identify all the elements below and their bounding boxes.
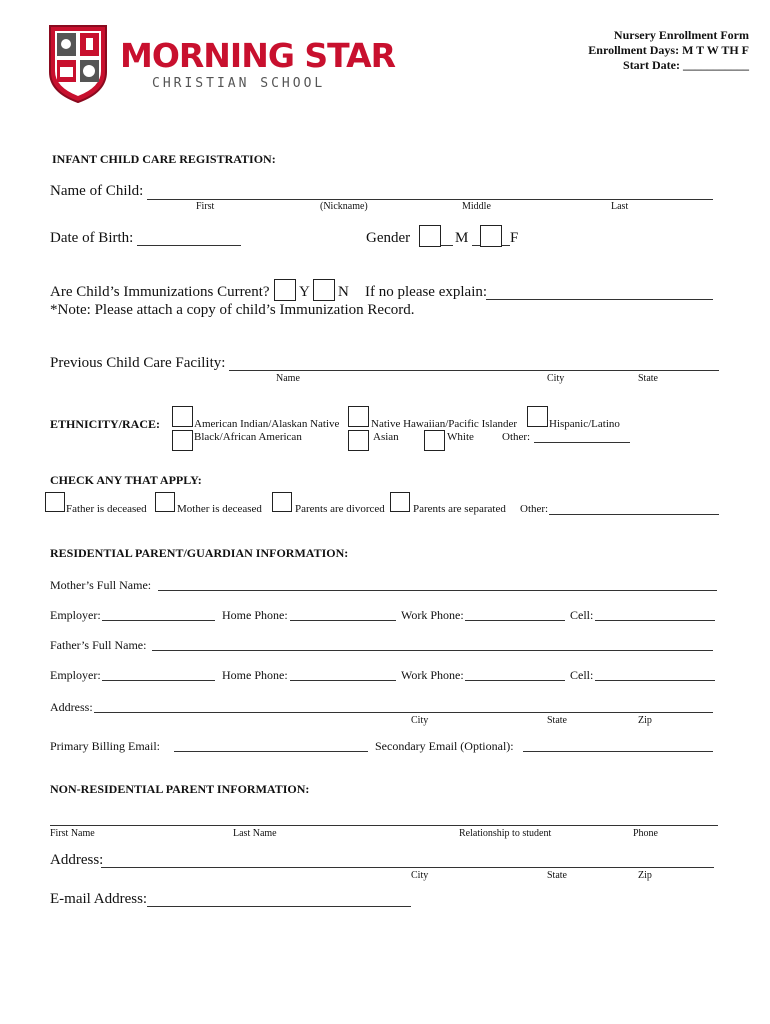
facility-field[interactable]	[229, 370, 719, 371]
mother-cell-label: Cell:	[570, 608, 594, 622]
mother-home-phone-label: Home Phone:	[222, 608, 288, 622]
nonres-email-field[interactable]	[147, 906, 411, 907]
ethnicity-label: ETHNICITY/RACE:	[50, 417, 161, 431]
facility-name-caption: Name	[276, 373, 300, 384]
secondary-email-field[interactable]	[523, 751, 713, 752]
child-middle-caption: Middle	[462, 201, 491, 212]
hispanic-label: Hispanic/Latino	[549, 418, 620, 430]
check-other-field[interactable]	[549, 514, 719, 515]
white-checkbox[interactable]	[424, 430, 445, 451]
hispanic-checkbox[interactable]	[527, 406, 548, 427]
black-label: Black/African American	[194, 431, 302, 443]
facility-state-caption: State	[638, 373, 658, 384]
black-checkbox[interactable]	[172, 430, 193, 451]
residential-heading: RESIDENTIAL PARENT/GUARDIAN INFORMATION:	[50, 546, 349, 560]
asian-checkbox[interactable]	[348, 430, 369, 451]
immunization-yes-checkbox[interactable]	[274, 279, 296, 301]
school-subtitle: CHRISTIAN SCHOOL	[152, 76, 326, 91]
nonresidential-heading: NON-RESIDENTIAL PARENT INFORMATION:	[50, 782, 310, 796]
nonres-city-caption: City	[411, 870, 429, 881]
mother-employer-label: Employer:	[50, 608, 101, 622]
child-name-field[interactable]	[147, 199, 713, 200]
nonresidential-name-field[interactable]	[50, 825, 718, 826]
father-name-field[interactable]	[152, 650, 713, 651]
gender-m-label: M	[455, 230, 469, 246]
mother-cell-field[interactable]	[595, 620, 715, 621]
mother-deceased-checkbox[interactable]	[155, 492, 175, 512]
mother-name-label: Mother’s Full Name:	[50, 578, 152, 592]
check-other-label: Other:	[520, 503, 549, 515]
parents-divorced-label: Parents are divorced	[295, 503, 385, 515]
mother-employer-field[interactable]	[102, 620, 215, 621]
immunization-no-checkbox[interactable]	[313, 279, 335, 301]
residential-address-field[interactable]	[94, 712, 713, 713]
primary-email-label: Primary Billing Email:	[50, 739, 160, 753]
enrollment-days: Enrollment Days: M T W TH F	[588, 43, 749, 57]
mother-work-phone-field[interactable]	[465, 620, 565, 621]
residential-state-caption: State	[547, 715, 567, 726]
father-home-phone-field[interactable]	[290, 680, 396, 681]
white-label: White	[447, 431, 474, 443]
mother-deceased-label: Mother is deceased	[177, 503, 262, 515]
child-last-caption: Last	[611, 201, 629, 212]
immunization-note: *Note: Please attach a copy of child’s Immunization Record.	[50, 302, 415, 318]
nonres-last-name-caption: Last Name	[233, 828, 277, 839]
father-deceased-checkbox[interactable]	[45, 492, 65, 512]
dob-field[interactable]	[137, 245, 241, 246]
asian-label: Asian	[373, 431, 399, 443]
explain-label: If no please explain:	[365, 284, 488, 300]
facility-city-caption: City	[547, 373, 565, 384]
gender-f-checkbox[interactable]	[480, 225, 502, 247]
parents-divorced-checkbox[interactable]	[272, 492, 292, 512]
school-crest-logo	[46, 22, 110, 104]
primary-email-field[interactable]	[174, 751, 368, 752]
residential-city-caption: City	[411, 715, 429, 726]
american-indian-checkbox[interactable]	[172, 406, 193, 427]
child-name-label: Name of Child:	[50, 183, 144, 199]
mother-work-phone-label: Work Phone:	[401, 608, 464, 622]
father-employer-field[interactable]	[102, 680, 215, 681]
father-deceased-label: Father is deceased	[66, 503, 147, 515]
form-header	[588, 28, 749, 73]
father-home-phone-label: Home Phone:	[222, 668, 288, 682]
residential-zip-caption: Zip	[638, 715, 652, 726]
mother-name-field[interactable]	[158, 590, 717, 591]
father-cell-field[interactable]	[595, 680, 715, 681]
father-cell-label: Cell:	[570, 668, 594, 682]
parents-separated-checkbox[interactable]	[390, 492, 410, 512]
nonres-address-field[interactable]	[101, 867, 714, 868]
father-employer-label: Employer:	[50, 668, 101, 682]
immunization-yes-label: Y	[299, 284, 310, 300]
form-title: Nursery Enrollment Form	[613, 28, 749, 42]
nonres-relationship-caption: Relationship to student	[459, 828, 552, 839]
parents-separated-label: Parents are separated	[413, 503, 506, 515]
residential-address-label: Address:	[50, 700, 93, 714]
nonres-first-name-caption: First Name	[50, 828, 95, 839]
gender-m-checkbox[interactable]	[419, 225, 441, 247]
hawaiian-checkbox[interactable]	[348, 406, 369, 427]
facility-label: Previous Child Care Facility:	[50, 355, 226, 371]
immunization-no-label: N	[338, 284, 349, 300]
nonres-state-caption: State	[547, 870, 567, 881]
gender-f-label: F	[510, 230, 519, 246]
secondary-email-label: Secondary Email (Optional):	[375, 739, 514, 753]
gender-label: Gender	[366, 230, 411, 246]
child-first-caption: First	[196, 201, 215, 212]
nonres-address-label: Address:	[50, 852, 104, 868]
dob-label: Date of Birth:	[50, 230, 134, 246]
child-nickname-caption: (Nickname)	[320, 201, 368, 212]
check-apply-heading: CHECK ANY THAT APPLY:	[50, 473, 202, 487]
father-name-label: Father’s Full Name:	[50, 638, 147, 652]
father-work-phone-field[interactable]	[465, 680, 565, 681]
school-name: MORNING STAR	[120, 36, 396, 75]
nonres-zip-caption: Zip	[638, 870, 652, 881]
immunization-label: Are Child’s Immunizations Current?	[50, 284, 270, 300]
american-indian-label: American Indian/Alaskan Native	[194, 418, 340, 430]
ethnicity-other-field[interactable]	[534, 442, 630, 443]
father-work-phone-label: Work Phone:	[401, 668, 464, 682]
ethnicity-other-label: Other:	[502, 431, 531, 443]
nonres-email-label: E-mail Address:	[50, 891, 148, 907]
explain-field[interactable]	[486, 299, 713, 300]
hawaiian-label: Native Hawaiian/Pacific Islander	[371, 418, 517, 430]
nonres-phone-caption: Phone	[633, 828, 658, 839]
mother-home-phone-field[interactable]	[290, 620, 396, 621]
start-date[interactable]: Start Date: ___________	[623, 58, 749, 72]
section-infant-heading: INFANT CHILD CARE REGISTRATION:	[52, 152, 276, 166]
